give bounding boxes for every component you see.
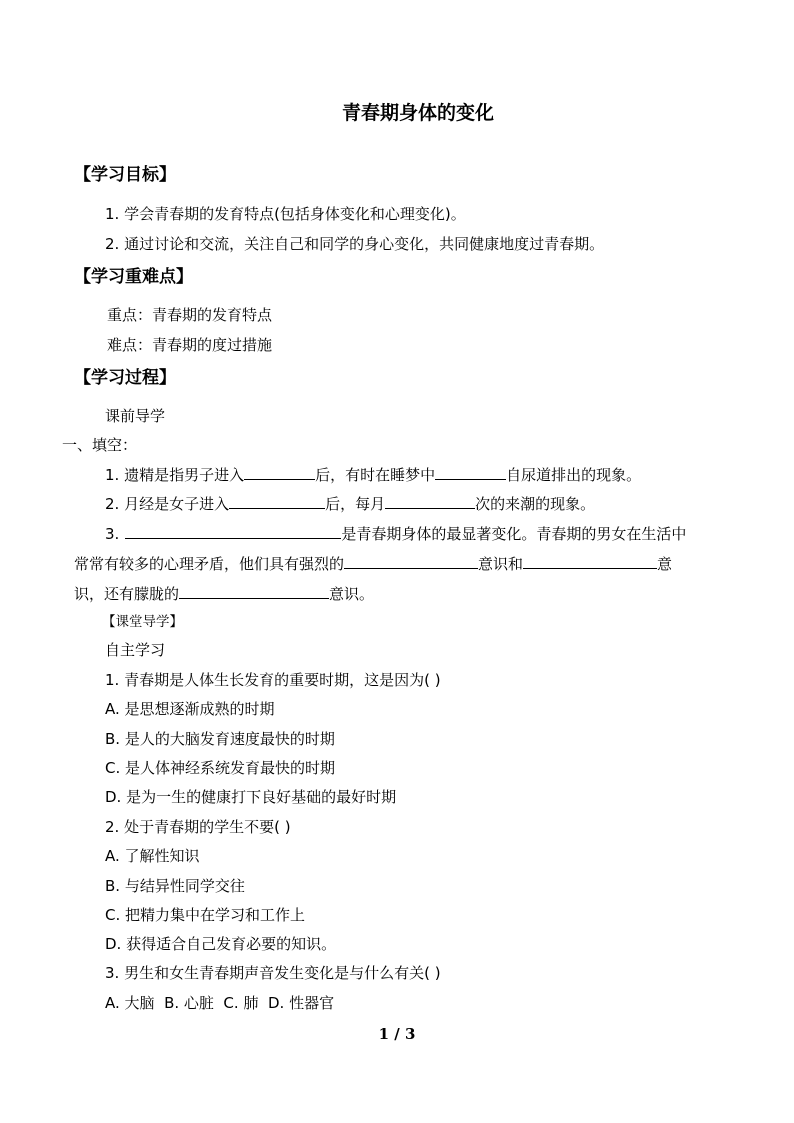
answer-blank[interactable] [179, 583, 329, 599]
fill-question-3-line-1 [105, 523, 686, 544]
fill-question-3-part-e: 识，还有朦胧的 [74, 585, 180, 603]
mc-option[interactable]: B. 与结异性同学交往 [105, 877, 245, 895]
mc-inline-options[interactable]: A. 大脑 B. 心脏 C. 肺 D. 性器官 [105, 994, 335, 1012]
fill-question-1-part-a: 1. 遗精是指男子进入 [105, 466, 245, 484]
mc-question-2: 2. 处于青春期的学生不要( ) [105, 818, 291, 836]
class-guide-heading: 【课堂导学】 [102, 614, 183, 630]
page-number: 1 / 3 [378, 1025, 416, 1043]
section-heading-process: 【学习过程】 [74, 368, 176, 388]
mc-question-1: 1. 青春期是人体生长发育的重要时期，这是因为( ) [105, 671, 441, 689]
fill-question-3-line-2 [74, 553, 672, 574]
mc-option[interactable]: B. 是人的大脑发育速度最快的时期 [105, 730, 335, 748]
section-heading-objectives: 【学习目标】 [74, 165, 176, 185]
fill-in-heading: 一、填空： [62, 436, 138, 454]
answer-blank[interactable] [229, 493, 325, 509]
pre-study-label: 课前导学 [105, 407, 166, 425]
difficult-point: 难点：青春期的度过措施 [107, 336, 273, 354]
objective-item: 2. 通过讨论和交流，关注自己和同学的身心变化，共同健康地度过青春期。 [105, 235, 605, 253]
answer-blank[interactable] [435, 464, 506, 480]
mc-option[interactable]: C. 把精力集中在学习和工作上 [105, 906, 306, 924]
answer-blank[interactable] [244, 464, 315, 480]
fill-question-3-number: 3. [105, 525, 120, 543]
mc-option[interactable]: D. 是为一生的健康打下良好基础的最好时期 [105, 788, 397, 806]
fill-question-2 [105, 493, 595, 514]
section-heading-keypoints: 【学习重难点】 [74, 267, 193, 287]
answer-blank[interactable] [344, 553, 478, 569]
fill-question-3-part-a: 是青春期身体的最显著变化。青春期的男女在生活中 [341, 525, 687, 543]
fill-question-3-line-3 [74, 583, 374, 604]
fill-question-3-part-f: 意识。 [329, 585, 375, 603]
fill-question-2-part-a: 2. 月经是女子进入 [105, 495, 230, 513]
fill-question-3-part-b: 常常有较多的心理矛盾，他们具有强烈的 [74, 555, 345, 573]
key-point: 重点：青春期的发育特点 [107, 306, 273, 324]
mc-option[interactable]: C. 是人体神经系统发育最快的时期 [105, 759, 336, 777]
objective-item: 1. 学会青春期的发育特点(包括身体变化和心理变化)。 [105, 205, 466, 223]
fill-question-3-part-c: 意识和 [478, 555, 524, 573]
mc-option[interactable]: D. 获得适合自己发育必要的知识。 [105, 935, 337, 953]
answer-blank[interactable] [125, 523, 341, 539]
fill-question-1-part-c: 自尿道排出的现象。 [506, 466, 642, 484]
mc-question-3: 3. 男生和女生青春期声音发生变化是与什么有关( ) [105, 964, 441, 982]
self-study-label: 自主学习 [105, 641, 166, 659]
fill-question-1 [105, 464, 641, 485]
fill-question-3-part-d: 意 [657, 555, 673, 573]
fill-question-2-part-c: 次的来潮的现象。 [475, 495, 596, 513]
mc-option[interactable]: A. 了解性知识 [105, 847, 200, 865]
fill-question-2-part-b: 后，每月 [325, 495, 386, 513]
fill-question-1-part-b: 后，有时在睡梦中 [315, 466, 436, 484]
answer-blank[interactable] [385, 493, 475, 509]
answer-blank[interactable] [523, 553, 657, 569]
mc-option[interactable]: A. 是思想逐渐成熟的时期 [105, 700, 275, 718]
page-title: 青春期身体的变化 [341, 102, 494, 124]
